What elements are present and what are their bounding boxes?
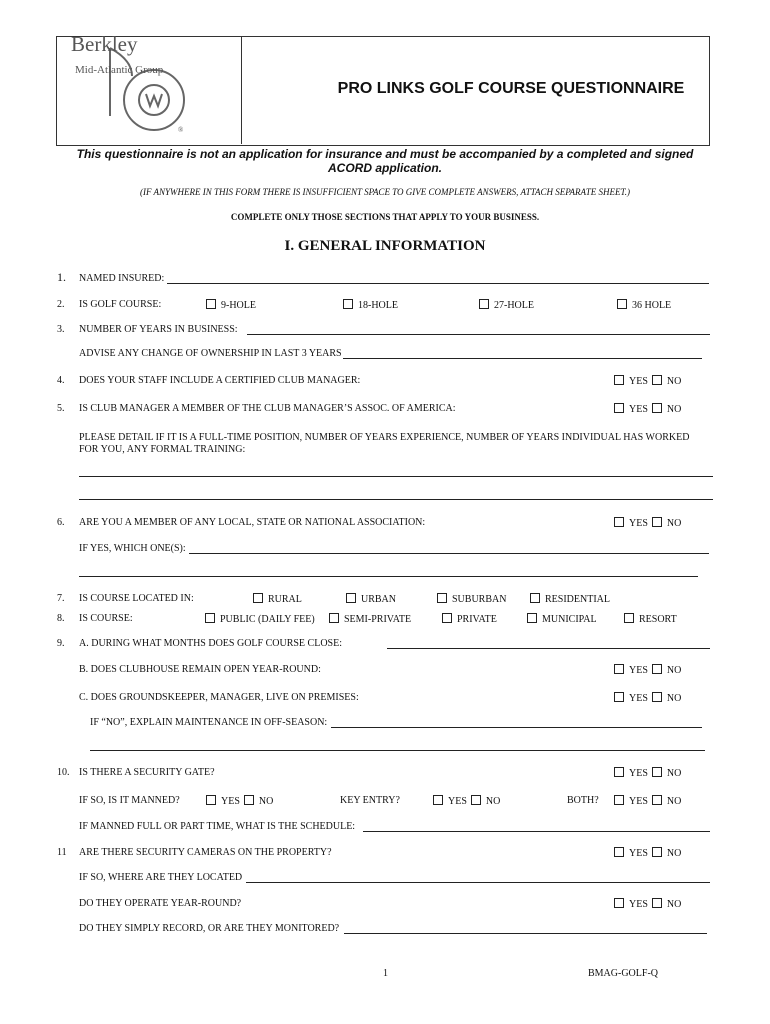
checkbox[interactable] (437, 593, 447, 603)
option-municipal[interactable]: MUNICIPAL (527, 613, 597, 626)
q1-number: 1. (57, 270, 66, 284)
q1-label: NAMED INSURED: (79, 273, 165, 284)
q7-number: 7. (57, 593, 65, 604)
association-field-2[interactable] (79, 576, 698, 577)
notice-text: This questionnaire is not an application for insurance and must be accompanied by a completed and signed ACORD application. (76, 147, 694, 175)
option-18-hole[interactable]: 18-HOLE (343, 299, 398, 312)
q10-label: IS THERE A SECURITY GATE? (79, 767, 215, 778)
instruction-note: (IF ANYWHERE IN THIS FORM THERE IS INSUFFICIENT SPACE TO GIVE COMPLETE ANSWERS, ATTACH SEPARATE SHEET.) (139, 187, 631, 197)
checkbox[interactable] (346, 593, 356, 603)
checkbox[interactable] (652, 403, 662, 413)
checkbox[interactable] (530, 593, 540, 603)
q2-number: 2. (57, 299, 65, 310)
q7-label: IS COURSE LOCATED IN: (79, 593, 194, 604)
q10-manned-yes-no[interactable]: YES NO (206, 795, 273, 808)
form-title: PRO LINKS GOLF COURSE QUESTIONNAIRE (337, 80, 685, 97)
checkbox[interactable] (433, 795, 443, 805)
option-27-hole[interactable]: 27-HOLE (479, 299, 534, 312)
checkbox[interactable] (614, 847, 624, 857)
q4-number: 4. (57, 375, 65, 386)
q6-yes-no[interactable]: YES NO (614, 517, 681, 530)
checkbox[interactable] (527, 613, 537, 623)
q10-key-label: KEY ENTRY? (340, 795, 400, 806)
checkbox[interactable] (614, 692, 624, 702)
maintenance-field-1[interactable] (331, 727, 702, 728)
checkbox[interactable] (652, 767, 662, 777)
option-9-hole[interactable]: 9-HOLE (206, 299, 256, 312)
q5b-line2: FOR YOU, ANY FORMAL TRAINING: (79, 444, 246, 455)
q9-number: 9. (57, 638, 65, 649)
q6-number: 6. (57, 517, 65, 528)
association-field-1[interactable] (189, 553, 709, 554)
complete-sections-note: COMPLETE ONLY THOSE SECTIONS THAT APPLY TO YOUR BUSINESS. (230, 212, 540, 222)
q11-number: 11 (57, 847, 67, 858)
q11-operate-yes-no[interactable]: YES NO (614, 898, 681, 911)
q9b-label: B. DOES CLUBHOUSE REMAIN OPEN YEAR-ROUND: (79, 664, 321, 675)
checkbox[interactable] (614, 898, 624, 908)
option-suburban[interactable]: SUBURBAN (437, 593, 506, 606)
checkbox[interactable] (624, 613, 634, 623)
manager-detail-field-1[interactable] (79, 476, 713, 477)
q10-both-label: BOTH? (567, 795, 599, 806)
q2-label: IS GOLF COURSE: (79, 299, 162, 310)
checkbox[interactable] (652, 375, 662, 385)
logo-company-name: Berkley (71, 32, 138, 56)
maintenance-field-2[interactable] (90, 750, 705, 751)
checkbox[interactable] (614, 795, 624, 805)
checkbox[interactable] (652, 898, 662, 908)
q4-yes-no[interactable]: YES NO (614, 375, 681, 388)
checkbox[interactable] (343, 299, 353, 309)
q11-label: ARE THERE SECURITY CAMERAS ON THE PROPERTY? (79, 847, 332, 858)
q11-operate-label: DO THEY OPERATE YEAR-ROUND? (79, 898, 242, 909)
q11-record-label: DO THEY SIMPLY RECORD, OR ARE THEY MONITORED? (79, 923, 340, 934)
checkbox[interactable] (206, 299, 216, 309)
q4-label: DOES YOUR STAFF INCLUDE A CERTIFIED CLUB MANAGER: (79, 375, 361, 386)
page-number: 1 (383, 968, 388, 979)
checkbox[interactable] (614, 375, 624, 385)
checkbox[interactable] (206, 795, 216, 805)
schedule-field[interactable] (363, 831, 710, 832)
years-in-business-field[interactable] (247, 334, 710, 335)
checkbox[interactable] (614, 403, 624, 413)
logo-registered-mark: ® (178, 126, 184, 134)
q6b-label: IF YES, WHICH ONE(S): (79, 543, 186, 554)
option-resort[interactable]: RESORT (624, 613, 677, 626)
camera-location-field[interactable] (246, 882, 710, 883)
closing-months-field[interactable] (387, 648, 710, 649)
q3-number: 3. (57, 324, 65, 335)
checkbox[interactable] (652, 847, 662, 857)
q9c-label: C. DOES GROUNDSKEEPER, MANAGER, LIVE ON PREMISES: (79, 692, 359, 703)
option-rural[interactable]: RURAL (253, 593, 302, 606)
q5-number: 5. (57, 403, 65, 414)
recording-field[interactable] (344, 933, 707, 934)
q8-number: 8. (57, 613, 65, 624)
q10-key-yes-no[interactable]: YES NO (433, 795, 500, 808)
option-36-hole[interactable]: 36 HOLE (617, 299, 671, 312)
q9-explain-label: IF “NO”, EXPLAIN MAINTENANCE IN OFF-SEASON: (90, 717, 328, 728)
q10-schedule-label: IF MANNED FULL OR PART TIME, WHAT IS THE SCHEDULE: (79, 821, 356, 832)
checkbox[interactable] (652, 692, 662, 702)
section-title: I. GENERAL INFORMATION (284, 238, 486, 254)
checkbox[interactable] (253, 593, 263, 603)
option-public[interactable]: PUBLIC (DAILY FEE) (205, 613, 315, 626)
checkbox[interactable] (329, 613, 339, 623)
q10-manned-label: IF SO, IS IT MANNED? (79, 795, 180, 806)
form-code: BMAG-GOLF-Q (588, 968, 658, 979)
option-private[interactable]: PRIVATE (442, 613, 497, 626)
q10-yes-no[interactable]: YES NO (614, 767, 681, 780)
q5-yes-no[interactable]: YES NO (614, 403, 681, 416)
q11-where-label: IF SO, WHERE ARE THEY LOCATED (79, 872, 243, 883)
checkbox[interactable] (471, 795, 481, 805)
checkbox[interactable] (614, 517, 624, 527)
checkbox[interactable] (652, 664, 662, 674)
checkbox[interactable] (614, 664, 624, 674)
checkbox[interactable] (205, 613, 215, 623)
manager-detail-field-2[interactable] (79, 499, 713, 500)
q6-label: ARE YOU A MEMBER OF ANY LOCAL, STATE OR NATIONAL ASSOCIATION: (79, 517, 426, 528)
q5b-line1: PLEASE DETAIL IF IT IS A FULL-TIME POSITION, NUMBER OF YEARS EXPERIENCE, NUMBER OF YEARS INDIVIDUAL HAS WORKED (79, 432, 690, 443)
q9b-yes-no[interactable]: YES NO (614, 664, 681, 677)
checkbox[interactable] (479, 299, 489, 309)
checkbox[interactable] (617, 299, 627, 309)
q9c-yes-no[interactable]: YES NO (614, 692, 681, 705)
q5-label: IS CLUB MANAGER A MEMBER OF THE CLUB MANAGER’S ASSOC. OF AMERICA: (79, 403, 456, 414)
ownership-change-field[interactable] (343, 358, 702, 359)
q11-yes-no[interactable]: YES NO (614, 847, 681, 860)
option-urban[interactable]: URBAN (346, 593, 396, 606)
q10-both-yes-no[interactable]: YES NO (614, 795, 681, 808)
q10-number: 10. (57, 767, 70, 778)
checkbox[interactable] (442, 613, 452, 623)
option-residential[interactable]: RESIDENTIAL (530, 593, 610, 606)
q3-label: NUMBER OF YEARS IN BUSINESS: (79, 324, 238, 335)
named-insured-field[interactable] (167, 283, 709, 284)
checkbox[interactable] (652, 517, 662, 527)
checkbox[interactable] (244, 795, 254, 805)
q9a-label: A. DURING WHAT MONTHS DOES GOLF COURSE CLOSE: (79, 638, 342, 649)
option-semi-private[interactable]: SEMI-PRIVATE (329, 613, 411, 626)
q3b-label: ADVISE ANY CHANGE OF OWNERSHIP IN LAST 3 YEARS (79, 348, 342, 359)
checkbox[interactable] (614, 767, 624, 777)
logo-company-subtitle: Mid-Atlantic Group (75, 64, 164, 76)
checkbox[interactable] (652, 795, 662, 805)
q8-label: IS COURSE: (79, 613, 133, 624)
